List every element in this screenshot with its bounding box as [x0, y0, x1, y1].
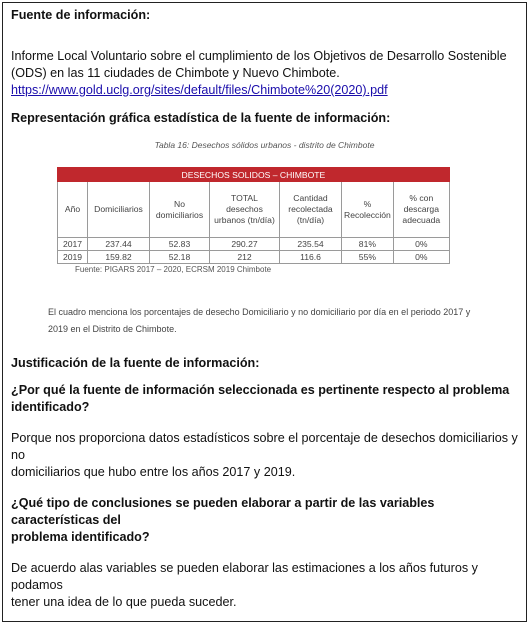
table-cell: 2019 — [58, 251, 88, 264]
table-cell: 0% — [393, 238, 449, 251]
source-heading: Fuente de información: — [11, 8, 151, 22]
question-2-line-2: problema identificado? — [11, 530, 150, 544]
answer-2-line-2: tener una idea de lo que pueda suceder. — [11, 595, 237, 609]
table-cell: 52.18 — [150, 251, 210, 264]
header-descarga: % con descarga adecuada — [393, 182, 449, 238]
question-2-line-1: ¿Qué tipo de conclusiones se pueden elaborar a partir de las variables características del — [11, 496, 435, 527]
header-total: TOTAL desechos urbanos (tn/día) — [210, 182, 280, 238]
table-cell: 52.83 — [150, 238, 210, 251]
justification-heading: Justificación de la fuente de información: — [11, 356, 260, 370]
table-row — [58, 238, 450, 251]
graphic-heading: Representación gráfica estadística de la fuente de información: — [11, 111, 391, 125]
header-cantidad: Cantidad recolectada (tn/día) — [280, 182, 342, 238]
table-band-title: DESECHOS SOLIDOS – CHIMBOTE — [58, 168, 450, 182]
table-cell: 212 — [210, 251, 280, 264]
table-cell: 0% — [393, 251, 449, 264]
table-cell: 159.82 — [88, 251, 150, 264]
header-anio: Año — [58, 182, 88, 238]
table-cell: 81% — [342, 238, 394, 251]
waste-table — [57, 167, 450, 264]
source-link[interactable]: https://www.gold.uclg.org/sites/default/files/Chimbote%20(2020).pdf — [11, 83, 388, 97]
source-text-line-2: (ODS) en las 11 ciudades de Chimbote y Nuevo Chimbote. — [11, 66, 340, 80]
table-row — [58, 251, 450, 264]
table-caption: Tabla 16: Desechos sólidos urbanos - distrito de Chimbote — [154, 140, 375, 150]
table-cell: 55% — [342, 251, 394, 264]
table-cell: 237.44 — [88, 238, 150, 251]
table-note-line-2: 2019 en el Distrito de Chimbote. — [48, 324, 177, 334]
answer-1-line-1: Porque nos proporciona datos estadísticos sobre el porcentaje de desechos domiciliarios y no — [11, 431, 518, 462]
question-1-line-1: ¿Por qué la fuente de información seleccionada es pertinente respecto al problema — [11, 383, 510, 397]
source-text-line-1: Informe Local Voluntario sobre el cumplimiento de los Objetivos de Desarrollo Sostenible — [11, 49, 507, 63]
table-note-line-1: El cuadro menciona los porcentajes de desecho Domiciliario y no domiciliario por día en el periodo 2017 y — [48, 307, 471, 317]
table-cell: 235.54 — [280, 238, 342, 251]
table-cell: 2017 — [58, 238, 88, 251]
table-cell: 116.6 — [280, 251, 342, 264]
header-domiciliarios: Domiciliarios — [88, 182, 150, 238]
table-header-row — [58, 182, 450, 238]
document-page — [2, 2, 527, 622]
answer-2-line-1: De acuerdo alas variables se pueden elaborar las estimaciones a los años futuros y podamos — [11, 561, 478, 592]
table-cell: 290.27 — [210, 238, 280, 251]
question-1-line-2: identificado? — [11, 400, 90, 414]
header-no-domiciliarios: No domiciliarios — [150, 182, 210, 238]
header-recoleccion: % Recolección — [342, 182, 394, 238]
answer-1-line-2: domiciliarios que hubo entre los años 2017 y 2019. — [11, 465, 296, 479]
table-source: Fuente: PIGARS 2017 – 2020, ECRSM 2019 Chimbote — [75, 265, 272, 274]
